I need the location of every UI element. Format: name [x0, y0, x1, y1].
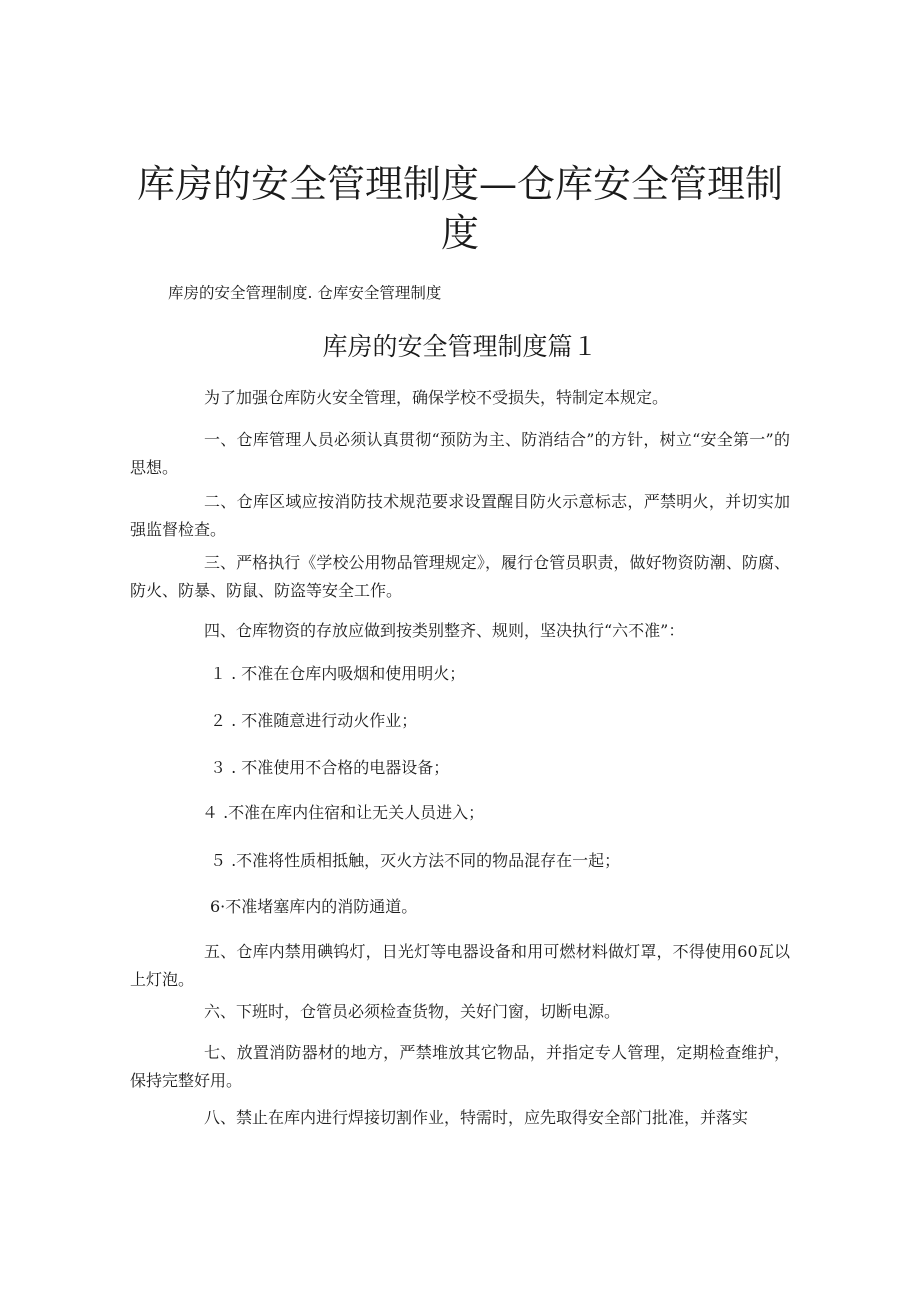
intro-paragraph: 为了加强仓库防火安全管理，确保学校不受损失，特制定本规定。 [204, 388, 669, 407]
paragraph-3: 三、严格执行《学校公用物品管理规定》，履行仓管员职责，做好物资防潮、防腐、防火、防暴、防鼠、防盗等安全工作。 [130, 553, 790, 600]
paragraph-6: 六、下班时，仓管员必须检查货物，关好门窗，切断电源。 [204, 1002, 621, 1021]
document-title: 库房的安全管理制度—仓库安全管理制度 [136, 162, 783, 255]
section-heading: 库房的安全管理制度篇１ [322, 332, 598, 361]
rule-item-4: ４ .不准在库内住宿和让无关人员进入； [202, 803, 485, 822]
rule-item-5: ５ .不准将性质相抵触，灭火方法不同的物品混存在一起； [210, 851, 621, 870]
document-subtitle: 库房的安全管理制度. 仓库安全管理制度 [168, 284, 442, 302]
rule-item-3: ３ . 不准使用不合格的电器设备； [210, 758, 450, 777]
paragraph-1: 一、仓库管理人员必须认真贯彻“预防为主、防消结合”的方针，树立“安全第一”的思想。 [130, 430, 790, 477]
rule-item-1: １ . 不准在仓库内吸烟和使用明火； [210, 664, 466, 683]
paragraph-7: 七、放置消防器材的地方，严禁堆放其它物品，并指定专人管理，定期检查维护，保持完整好用。 [130, 1043, 790, 1090]
paragraph-8: 八、禁止在库内进行焊接切割作业，特需时，应先取得安全部门批准，并落实 [204, 1108, 749, 1127]
paragraph-4: 四、仓库物资的存放应做到按类别整齐、规则，坚决执行“六不准”： [204, 621, 685, 640]
paragraph-2: 二、仓库区域应按消防技术规范要求设置醒目防火示意标志，严禁明火，并切实加强监督检查。 [130, 492, 790, 539]
rule-item-6: 6·不准堵塞库内的消防通道。 [210, 897, 418, 916]
rule-item-2: ２ . 不准随意进行动火作业； [210, 711, 418, 730]
paragraph-5: 五、仓库内禁用碘钨灯，日光灯等电器设备和用可燃材料做灯罩，不得使用60瓦以上灯泡。 [130, 942, 790, 989]
